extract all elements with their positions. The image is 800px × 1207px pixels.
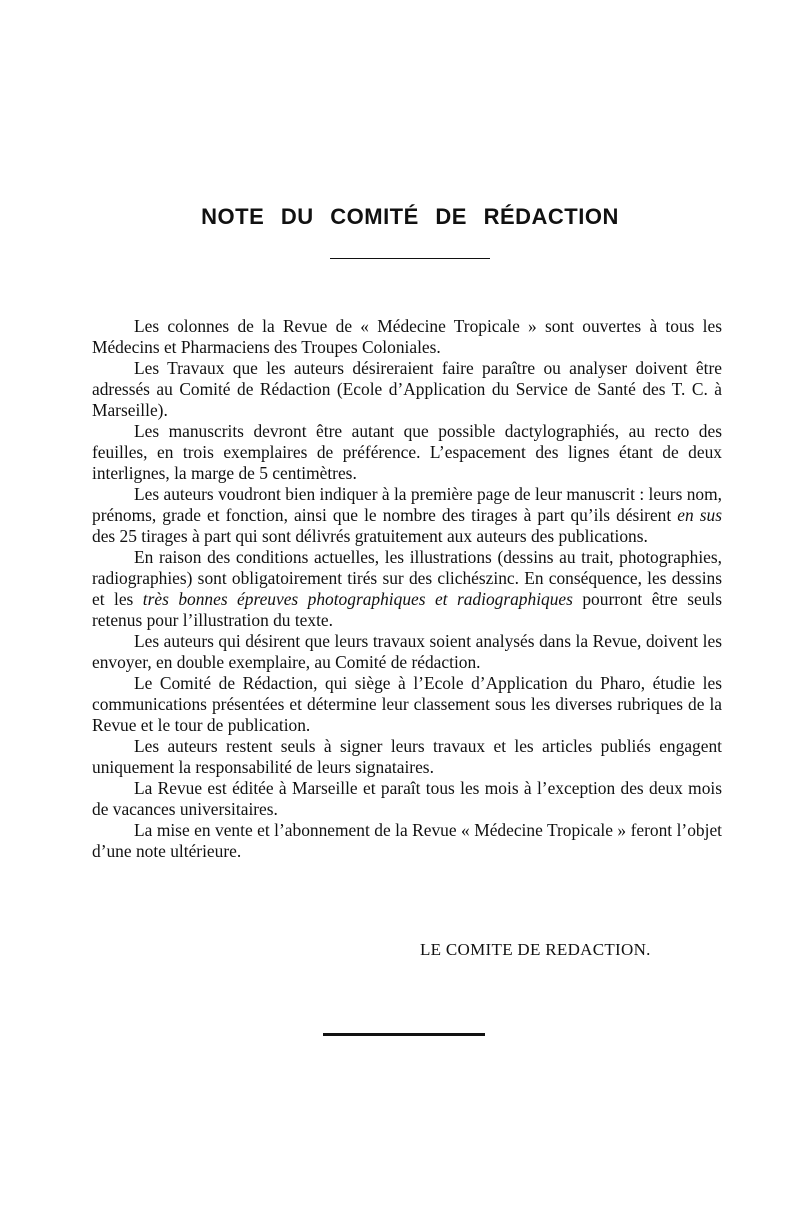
title-underline xyxy=(330,258,490,259)
closing-rule xyxy=(323,1033,485,1036)
paragraph-text: Les Travaux que les auteurs désireraient faire paraître ou analyser doivent être adressés au Comité de Rédaction (Ecole d’Application du Service de Santé des T. C. à Marseille). xyxy=(92,358,722,420)
paragraph-text: Les auteurs qui désirent que leurs travaux soient analysés dans la Revue, doivent les envoyer, en double exemplaire, au Comité de rédaction. xyxy=(92,631,722,672)
paragraph-text: pourront être seuls retenus pour l’illustration du texte. xyxy=(92,589,722,630)
paragraph xyxy=(92,673,722,736)
paragraph xyxy=(92,778,722,820)
paragraph xyxy=(92,358,722,421)
paragraph-text: Les auteurs voudront bien indiquer à la première page de leur manuscrit : leurs nom, prénoms, grade et fonction, ainsi que le nombre des tirages à part qu’ils désirent xyxy=(92,484,722,525)
paragraph xyxy=(92,631,722,673)
paragraph-text: Les colonnes de la Revue de « Médecine Tropicale » sont ouvertes à tous les Médecins et Pharmaciens des Troupes Coloniales. xyxy=(92,316,722,357)
paragraph-text: La mise en vente et l’abonnement de la Revue « Médecine Tropicale » feront l’objet d’une note ultérieure. xyxy=(92,820,722,861)
paragraph xyxy=(92,484,722,547)
paragraph xyxy=(92,736,722,778)
paragraph-emphasis: en sus xyxy=(677,505,722,525)
paragraph-text: En raison des conditions actuelles, les illustrations (dessins au trait, photographies, radiographies) sont obligatoirement tirés sur des clichészinc. En conséquence, les dessins et les xyxy=(92,547,722,609)
paragraph-text: Les auteurs restent seuls à signer leurs travaux et les articles publiés engagent uniquement la responsabilité de leurs signataires. xyxy=(92,736,722,777)
paragraph-text: La Revue est éditée à Marseille et paraît tous les mois à l’exception des deux mois de vacances universitaires. xyxy=(92,778,722,819)
page-title: NOTE DU COMITÉ DE RÉDACTION xyxy=(201,204,619,229)
note-body xyxy=(92,316,722,862)
paragraph xyxy=(92,316,722,358)
signature: LE COMITE DE REDACTION. xyxy=(420,940,651,959)
paragraph-text: Le Comité de Rédaction, qui siège à l’Ecole d’Application du Pharo, étudie les communications présentées et détermine leur classement sous les diverses rubriques de la Revue et le tour de publication. xyxy=(92,673,722,735)
paragraph xyxy=(92,421,722,484)
paragraph-emphasis: très bonnes épreuves photographiques et radiographiques xyxy=(142,589,573,609)
paragraph-text: des 25 tirages à part qui sont délivrés gratuitement aux auteurs des publications. xyxy=(92,526,648,546)
paragraph-text: Les manuscrits devront être autant que possible dactylographiés, au recto des feuilles, en trois exemplaires de préférence. L’espacement des lignes étant de deux interlignes, la marge de 5 centimètres. xyxy=(92,421,722,483)
paragraph xyxy=(92,820,722,862)
paragraph xyxy=(92,547,722,631)
